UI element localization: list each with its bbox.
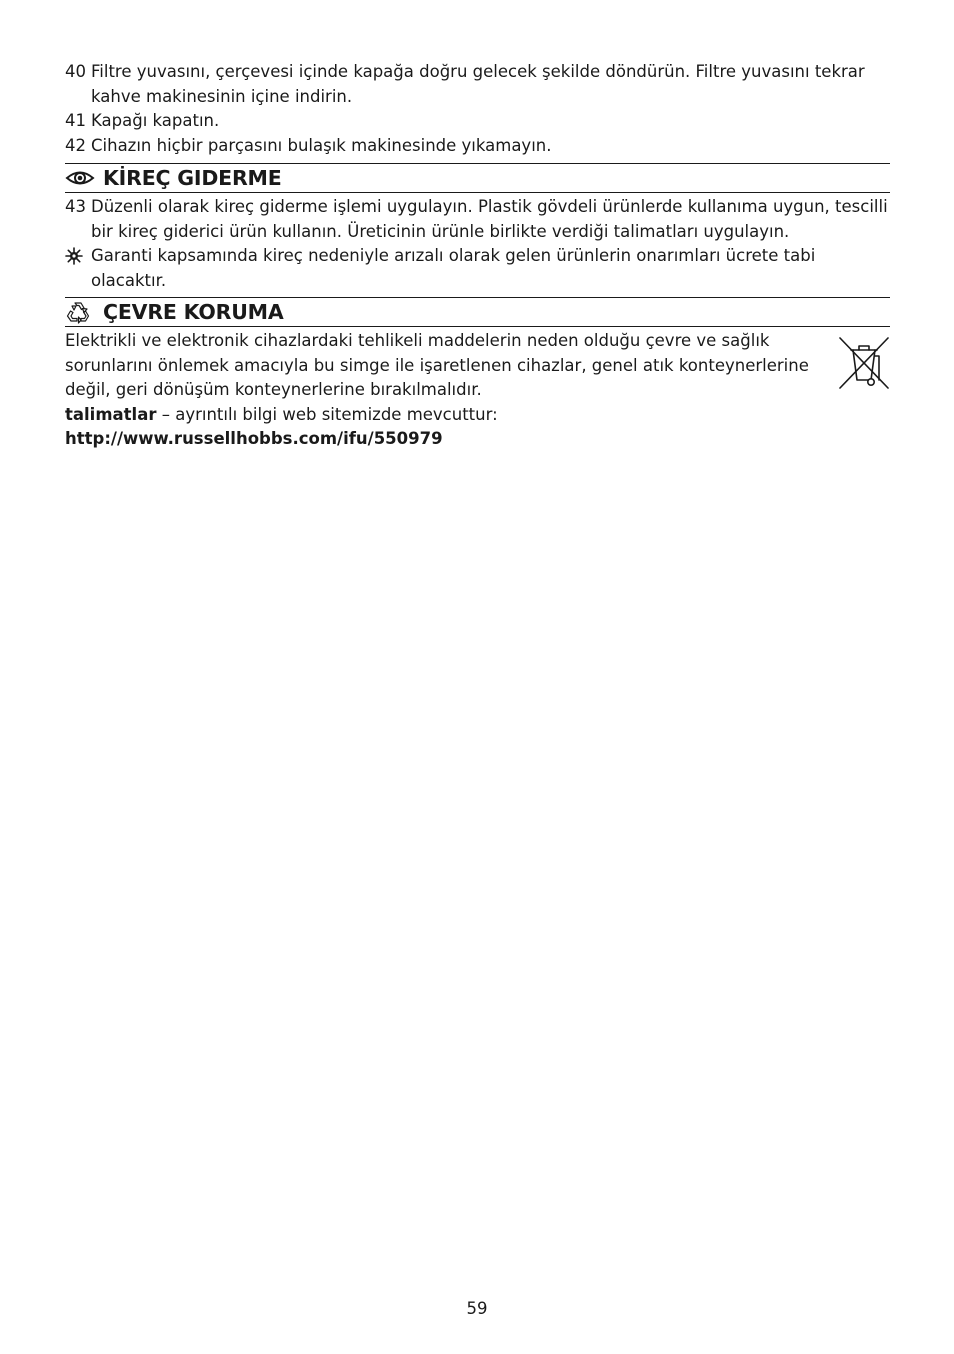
instructions-line — [65, 403, 890, 428]
section-heading-environment — [65, 297, 890, 327]
step-text: Düzenli olarak kireç giderme işlemi uygulayın. Plastik gövdeli ürünlerde kullanıma uygun, tescilli bir kireç giderici ürün kullanın. Üreticinin ürünle birlikte verdiği talimatları uygulayın. — [91, 197, 888, 241]
step-40 — [65, 60, 890, 109]
step-text: Filtre yuvasını, çerçevesi içinde kapağa doğru gelecek şekilde döndürün. Filtre yuvasını tekrar kahve makinesinin içine indirin. — [91, 62, 865, 106]
step-text: Kapağı kapatın. — [91, 111, 220, 130]
crossed-out-wheelie-bin-icon — [838, 336, 890, 390]
step-number: 41 — [65, 111, 86, 130]
warranty-note — [65, 244, 890, 293]
star-burst-icon — [65, 244, 85, 268]
step-41 — [65, 109, 890, 134]
section-title: ÇEVRE KORUMA — [103, 300, 284, 324]
note-text: Garanti kapsamında kireç nedeniyle arızalı olarak gelen ürünlerin onarımları ücrete tabi olacaktır. — [91, 246, 816, 290]
step-text: Cihazın hiçbir parçasını bulaşık makinesinde yıkamayın. — [91, 135, 552, 155]
step-43 — [65, 195, 890, 244]
step-number: 40 — [65, 62, 86, 81]
step-number: 42 — [65, 135, 86, 155]
environment-block — [65, 329, 890, 403]
section-heading-descale — [65, 163, 890, 193]
step-42 — [65, 134, 890, 159]
section-title: KİREÇ GIDERME — [103, 166, 282, 190]
eye-icon — [65, 164, 103, 192]
recycle-icon — [65, 298, 103, 326]
instructions-text: – ayrıntılı bilgi web sitemizde mevcuttur: — [156, 404, 498, 424]
document-page — [65, 60, 890, 452]
page-number: 59 — [466, 1299, 488, 1318]
instructions-url-link[interactable]: http://www.russellhobbs.com/ifu/550979 — [65, 429, 443, 448]
instructions-label: talimatlar — [65, 404, 157, 424]
environment-paragraph: Elektrikli ve elektronik cihazlardaki tehlikeli maddelerin neden olduğu çevre ve sağlık sorunlarını önlemek amacıyla bu simge ile işaretlenen cihazlar, genel atık konteynerlerine değil, geri dönüşüm konteynerlerine bırakılmalıdır. — [65, 331, 809, 399]
step-number: 43 — [65, 197, 86, 216]
